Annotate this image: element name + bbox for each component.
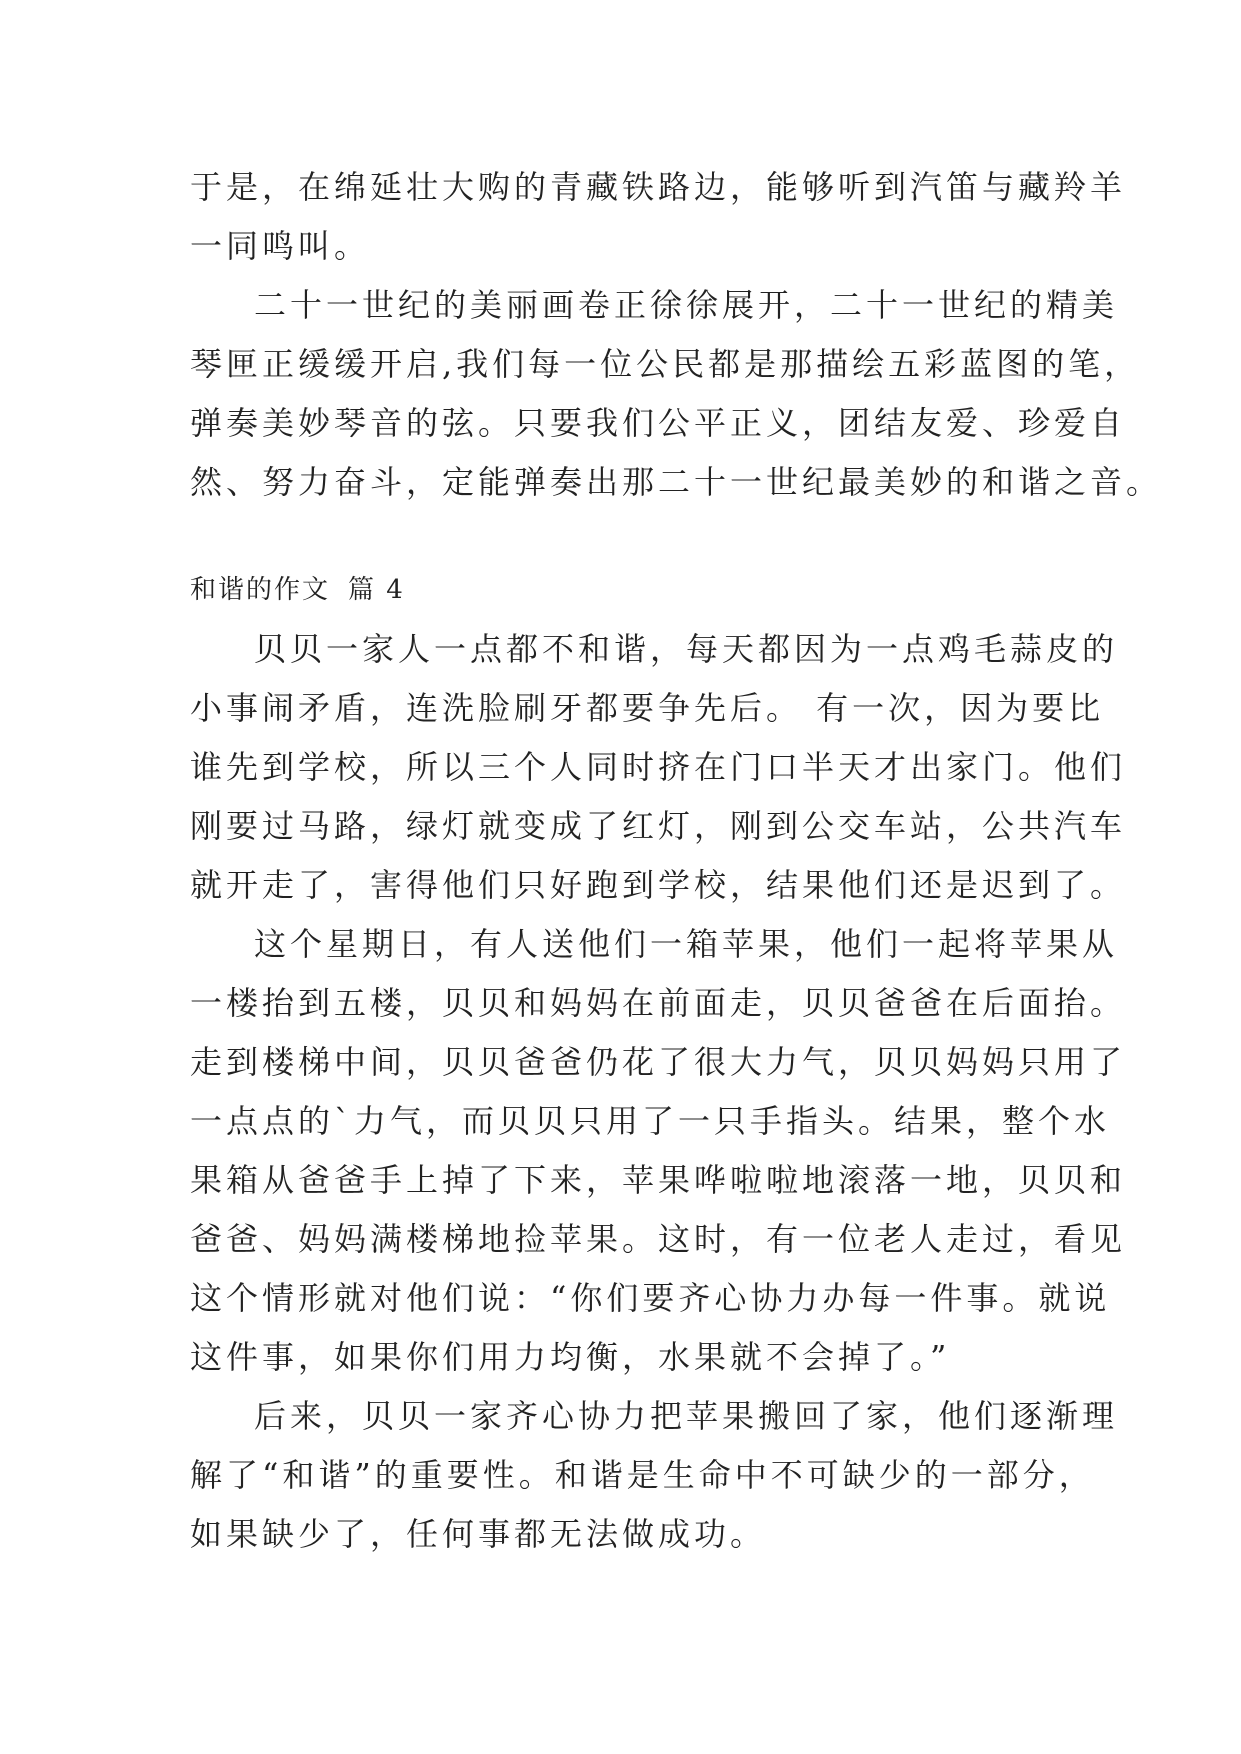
- text-line: 这件事，如果你们用力均衡，水果就不会掉了。”: [190, 1338, 951, 1376]
- paragraph: [190, 276, 1163, 512]
- text-line: 解了“和谐”的重要性。和谐是生命中不可缺少的一部分，: [190, 1456, 1095, 1494]
- text-line: 后来，贝贝一家齐心协力把苹果搬回了家，他们逐渐理: [254, 1397, 1119, 1435]
- section-heading: [190, 560, 1060, 620]
- text-line: 贝贝一家人一点都不和谐，每天都因为一点鸡毛蒜皮的: [254, 630, 1119, 668]
- text-line: 然、努力奋斗，定能弹奏出那二十一世纪最美妙的和谐之音。: [190, 463, 1163, 501]
- paragraph: [190, 158, 1127, 276]
- text-line: 于是，在绵延壮大购的青藏铁路边，能够听到汽笛与藏羚羊: [190, 168, 1127, 206]
- paragraph: [190, 620, 1127, 915]
- text-line: 一楼抬到五楼，贝贝和妈妈在前面走，贝贝爸爸在后面抬。: [190, 984, 1127, 1022]
- text-line: 一点点的`力气，而贝贝只用了一只手指头。结果，整个水: [190, 1102, 1111, 1140]
- text-line: 这个情形就对他们说：“你们要齐心协力办每一件事。就说: [190, 1279, 1111, 1317]
- section-part: 篇 4: [348, 575, 405, 605]
- text-line: 爸爸、妈妈满楼梯地捡苹果。这时，有一位老人走过，看见: [190, 1220, 1127, 1258]
- text-line: 走到楼梯中间，贝贝爸爸仍花了很大力气，贝贝妈妈只用了: [190, 1043, 1127, 1081]
- text-line: 谁先到学校，所以三个人同时挤在门口半天才出家门。他们: [190, 748, 1127, 786]
- text-line: 弹奏美妙琴音的弦。只要我们公平正义，团结友爱、珍爱自: [190, 404, 1127, 442]
- text-line: 果箱从爸爸手上掉了下来，苹果哗啦啦地滚落一地，贝贝和: [190, 1161, 1127, 1199]
- text-line: 刚要过马路，绿灯就变成了红灯，刚到公交车站，公共汽车: [190, 807, 1127, 845]
- text-line: 如果缺少了，任何事都无法做成功。: [190, 1515, 767, 1553]
- document-body: [190, 158, 1163, 1564]
- text-line: 就开走了，害得他们只好跑到学校，结果他们还是迟到了。: [190, 866, 1127, 904]
- paragraph: [190, 1387, 1119, 1564]
- text-line: 二十一世纪的美丽画卷正徐徐展开，二十一世纪的精美: [254, 286, 1119, 324]
- text-line: 一同鸣叫。: [190, 227, 371, 265]
- text-line: 琴匣正缓缓开启,我们每一位公民都是那描绘五彩蓝图的笔，: [190, 345, 1141, 383]
- text-line: 小事闹矛盾，连洗脸刷牙都要争先后。 有一次，因为要比: [190, 689, 1105, 727]
- text-line: 这个星期日，有人送他们一箱苹果，他们一起将苹果从: [254, 925, 1119, 963]
- section-title: 和谐的作文: [190, 575, 331, 605]
- paragraph: [190, 915, 1127, 1387]
